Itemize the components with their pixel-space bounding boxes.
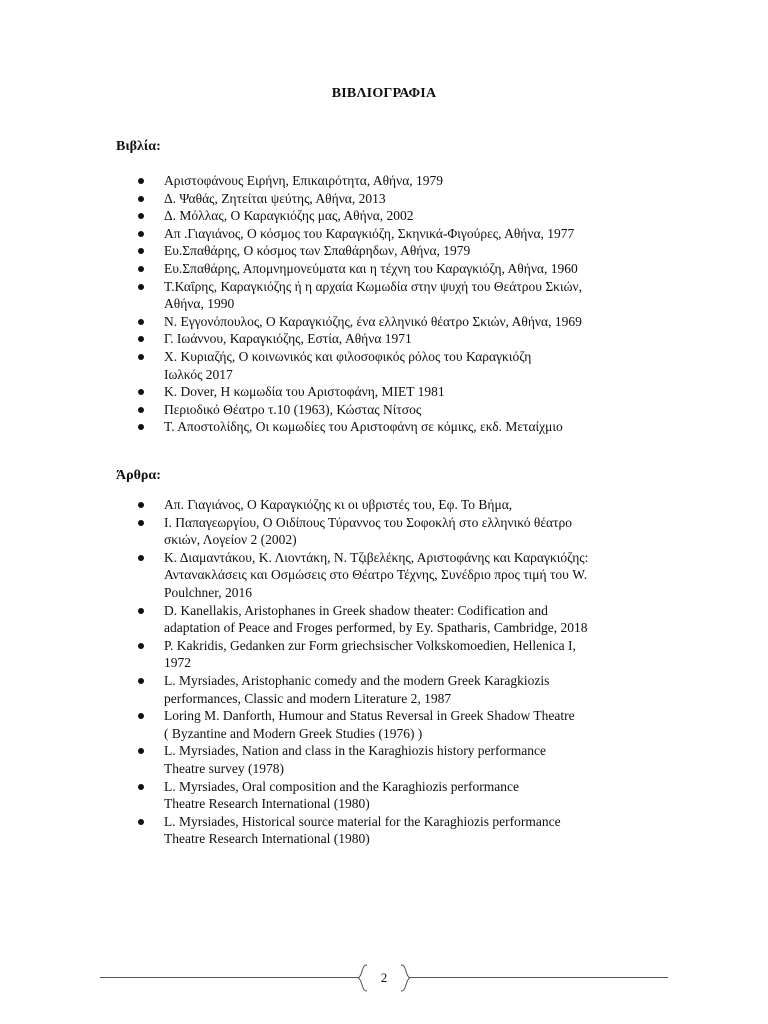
bibliography-entry-line: Ευ.Σπαθάρης, Απομνημονεύματα και η τέχνη του Καραγκιόζη, Αθήνα, 1960 — [164, 260, 578, 276]
bullet-icon — [138, 213, 144, 219]
bibliography-entry-line: Ευ.Σπαθάρης, Ο κόσμος των Σπαθάρηδων, Αθήνα, 1979 — [164, 243, 471, 259]
bibliography-entry-line: Απ .Γιαγιάνος, Ο κόσμος του Καραγκιόζη, Σκηνικά-Φιγούρες, Αθήνα, 1977 — [164, 225, 575, 241]
bibliography-entry — [136, 742, 588, 777]
bibliography-entry — [136, 637, 588, 672]
bibliography-entry-line: Αθήνα, 1990 — [164, 296, 235, 312]
bibliography-entry — [136, 225, 582, 243]
bibliography-entry-line: ( Byzantine and Modern Greek Studies (1976) ) — [164, 725, 423, 741]
bibliography-entry — [136, 348, 582, 383]
bullet-icon — [138, 555, 144, 561]
bibliography-entry — [136, 260, 582, 278]
bibliography-entry-line: Theatre survey (1978) — [164, 760, 284, 776]
bibliography-entry-line: L. Myrsiades, Oral composition and the Karaghiozis performance — [164, 778, 520, 794]
bullet-icon — [138, 319, 144, 325]
bibliography-entry-line: Γ. Ιωάννου, Καραγκιόζης, Εστία, Αθήνα 1971 — [164, 331, 412, 347]
bibliography-entry — [136, 496, 588, 514]
bibliography-entry — [136, 778, 588, 813]
bullet-icon — [138, 284, 144, 290]
bullet-icon — [138, 424, 144, 430]
bullet-icon — [138, 354, 144, 360]
bibliography-entry-line: Τ.Καΐρης, Καραγκιόζης ή η αρχαία Κωμωδία στην ψυχή του Θεάτρου Σκιών, — [164, 278, 582, 294]
bibliography-entry — [136, 172, 582, 190]
bullet-icon — [138, 819, 144, 825]
books-bibliography-list — [136, 172, 582, 436]
bibliography-entry — [136, 813, 588, 848]
footer-rule-right — [410, 977, 668, 978]
bibliography-entry-line: Loring M. Danforth, Humour and Status Reversal in Greek Shadow Theatre — [164, 708, 575, 724]
bibliography-entry-line: Τ. Αποστολίδης, Οι κωμωδίες του Αριστοφάνη σε κόμικς, εκδ. Μεταίχμιο — [164, 419, 563, 435]
books-section-heading: Βιβλία: — [116, 139, 161, 154]
bibliography-entry-line: Απ. Γιαγιάνος, Ο Καραγκιόζης κι οι υβριστές του, Εφ. Το Βήμα, — [164, 497, 513, 512]
bibliography-entry — [136, 602, 588, 637]
bibliography-entry-line: Αριστοφάνους Ειρήνη, Επικαιρότητα, Αθήνα, 1979 — [164, 173, 444, 188]
bullet-icon — [138, 407, 144, 413]
bibliography-entry-line: performances, Classic and modern Literature 2, 1987 — [164, 690, 452, 706]
bibliography-entry — [136, 401, 582, 419]
bibliography-entry — [136, 707, 588, 742]
bullet-icon — [138, 336, 144, 342]
bibliography-entry — [136, 330, 582, 348]
bullet-icon — [138, 389, 144, 395]
bullet-icon — [138, 266, 144, 272]
bibliography-entry — [136, 313, 582, 331]
bibliography-entry-line: Χ. Κυριαζής, Ο κοινωνικός και φιλοσοφικός ρόλος του Καραγκιόζη — [164, 348, 532, 364]
page-title: ΒΙΒΛΙΟΓΡΑΦΙΑ — [331, 86, 437, 101]
bibliography-entry-line: 1972 — [164, 655, 191, 671]
bibliography-entry — [136, 242, 582, 260]
bibliography-entry-line: Αντανακλάσεις και Οσμώσεις στο Θέατρο Τέχνης, Συνέδριο προς τιμή του W. — [164, 567, 588, 583]
bibliography-entry-line: D. Kanellakis, Aristophanes in Greek shadow theater: Codification and — [164, 602, 548, 618]
bibliography-entry-line: L. Myrsiades, Historical source material for the Karaghiozis performance — [164, 813, 561, 829]
bullet-icon — [138, 502, 144, 508]
bibliography-entry-line: Poulchner, 2016 — [164, 584, 252, 600]
bibliography-entry-line: L. Myrsiades, Aristophanic comedy and the modern Greek Karagkiozis — [164, 672, 550, 688]
bibliography-entry — [136, 207, 582, 225]
bibliography-entry-line: Κ. Διαμαντάκου, Κ. Λιοντάκη, Ν. Τζιβελέκης, Αριστοφάνης και Καραγκιόζης: — [164, 549, 589, 565]
bibliography-entry-line: L. Myrsiades, Nation and class in the Karaghiozis history performance — [164, 743, 547, 759]
bullet-icon — [138, 520, 144, 526]
bullet-icon — [138, 678, 144, 684]
bibliography-entry-line: P. Kakridis, Gedanken zur Form griechsischer Volkskomoedien, Hellenica I, — [164, 637, 576, 653]
bibliography-entry — [136, 383, 582, 401]
bullet-icon — [138, 178, 144, 184]
page-number-bracket — [358, 964, 410, 992]
bullet-icon — [138, 608, 144, 614]
bullet-icon — [138, 231, 144, 237]
page-number: 2 — [380, 970, 388, 985]
bibliography-entry-line: Ιωλκός 2017 — [164, 366, 233, 382]
bibliography-entry — [136, 514, 588, 549]
bibliography-entry-line: Theatre Research International (1980) — [164, 796, 370, 812]
footer-rule-left — [100, 977, 358, 978]
bibliography-entry — [136, 418, 582, 436]
bullet-icon — [138, 248, 144, 254]
bullet-icon — [138, 748, 144, 754]
bibliography-entry-line: Δ. Ψαθάς, Ζητείται ψεύτης, Αθήνα, 2013 — [164, 190, 386, 206]
articles-section-heading: Άρθρα: — [116, 468, 161, 483]
bibliography-entry-line: Περιοδικό Θέατρο τ.10 (1963), Κώστας Νίτσος — [164, 401, 422, 417]
bibliography-entry — [136, 672, 588, 707]
bibliography-entry-line: Ν. Εγγονόπουλος, Ο Καραγκιόζης, ένα ελληνικό θέατρο Σκιών, Αθήνα, 1969 — [164, 313, 582, 329]
bibliography-entry-line: Theatre Research International (1980) — [164, 831, 370, 847]
bullet-icon — [138, 713, 144, 719]
bibliography-entry-line: K. Dover, Η κωμωδία του Αριστοφάνη, ΜΙΕΤ 1981 — [164, 384, 445, 400]
bibliography-entry-line: Ι. Παπαγεωργίου, Ο Οιδίπους Τύραννος του Σοφοκλή στο ελληνικό θέατρο — [164, 514, 572, 530]
bibliography-entry — [136, 190, 582, 208]
articles-bibliography-list — [136, 496, 588, 848]
bibliography-entry-line: adaptation of Peace and Froges performed, by Ey. Spatharis, Cambridge, 2018 — [164, 620, 588, 636]
bullet-icon — [138, 196, 144, 202]
bibliography-entry-line: Δ. Μόλλας, Ο Καραγκιόζης μας, Αθήνα, 2002 — [164, 208, 414, 224]
bullet-icon — [138, 784, 144, 790]
bullet-icon — [138, 643, 144, 649]
bibliography-entry — [136, 549, 588, 602]
bibliography-entry — [136, 278, 582, 313]
bibliography-entry-line: σκιών, Λογείον 2 (2002) — [164, 532, 297, 548]
